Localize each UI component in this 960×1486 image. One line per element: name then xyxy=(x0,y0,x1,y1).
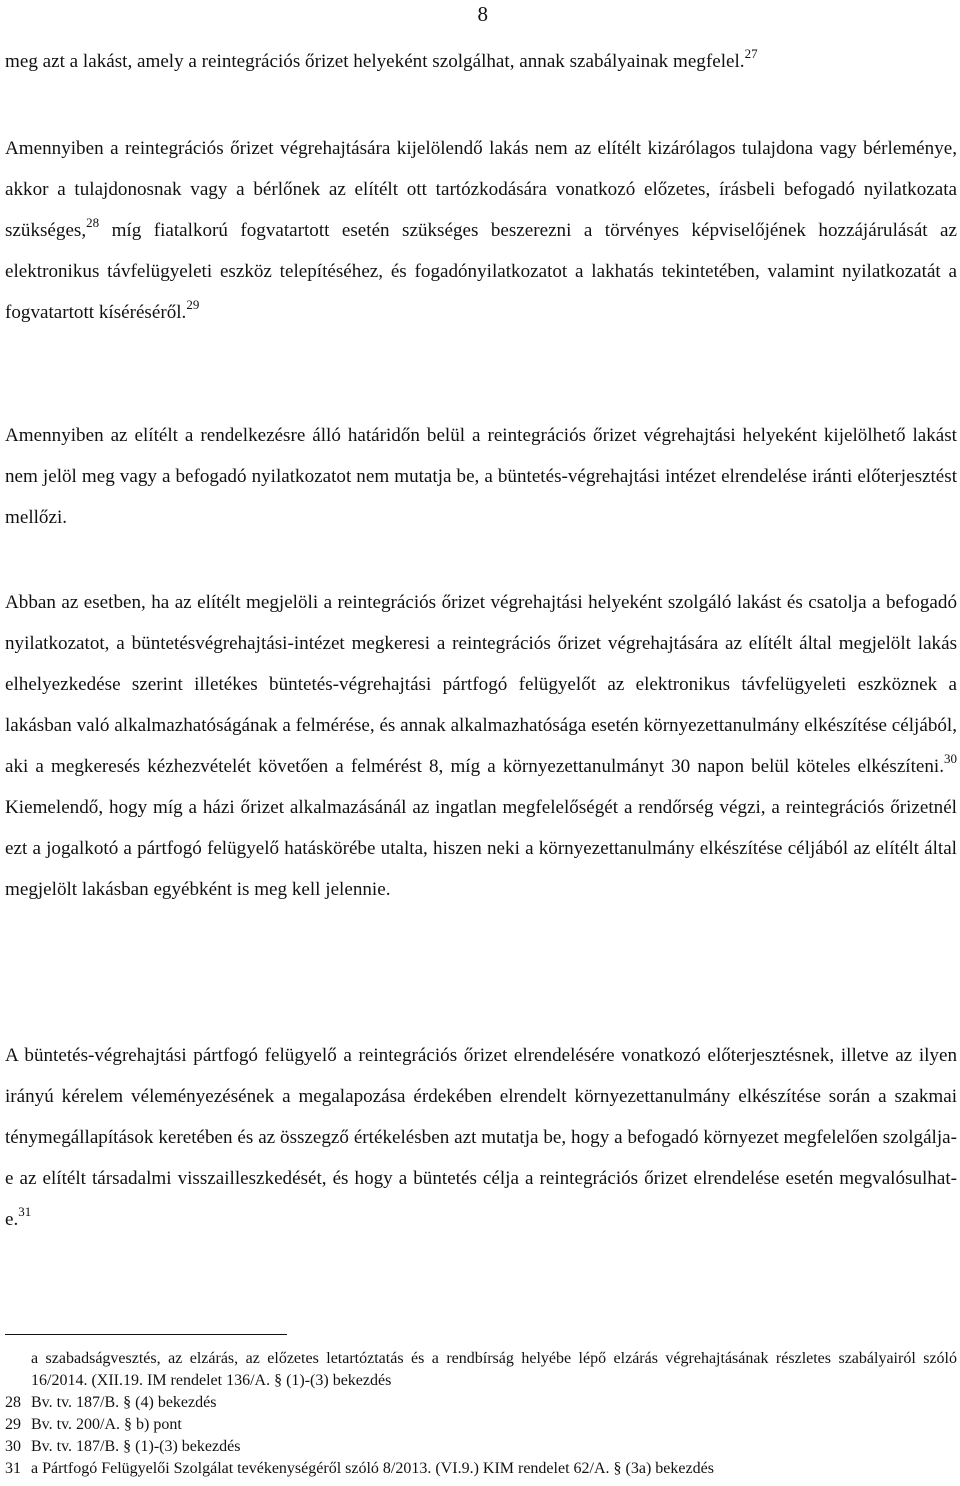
footnotes xyxy=(5,1348,957,1480)
paragraph-2 xyxy=(5,128,957,333)
footnote-30 xyxy=(5,1436,957,1458)
footnote-text: a Pártfogó Felügyelői Szolgálat tevékenységéről szóló 8/2013. (VI.9.) KIM rendelet 62/A. § (3a) bekezdés xyxy=(31,1460,714,1477)
paragraph-text: A büntetés-végrehajtási pártfogó felügyelő a reintegrációs őrizet elrendelésére vonatkozó előterjesztésnek, illetve az ilyen irányú kérelem véleményezésének a megalapozása érdekében elrendelt környezettanulmány elkészítése során a szakmai ténymegállapítások keretében és az összegző értékelésben azt mutatja be, hogy a befogadó környezet megfelelően szolgálja-e az elítélt társadalmi visszailleszkedését, és hogy a büntetés célja a reintegrációs őrizet elrendelése esetén megvalósulhat-e. xyxy=(5,1045,957,1230)
paragraph-text: míg fiatalkorú fogvatartott esetén szükséges beszerezni a törvényes képviselőjének hozzájárulását az elektronikus távfelügyeleti eszköz telepítéséhez, és fogadónyilatkozatot a lakhatás tekintetében, valamint nyilatkozatát a fogvatartott kíséréséről. xyxy=(5,220,957,323)
footnote-text: Bv. tv. 200/A. § b) pont xyxy=(31,1416,182,1433)
footnote-text: Bv. tv. 187/B. § (1)-(3) bekezdés xyxy=(31,1438,241,1455)
footnote-number: 29 xyxy=(5,1416,21,1433)
paragraph-text: meg azt a lakást, amely a reintegrációs őrizet helyeként szolgálhat, annak szabályainak megfelel. xyxy=(5,51,745,72)
footnote-ref[interactable]: 31 xyxy=(18,1204,32,1219)
paragraph-1 xyxy=(5,41,957,82)
paragraph-text: Abban az esetben, ha az elítélt megjelöli a reintegrációs őrizet végrehajtási helyeként szolgáló lakást és csatolja a befogadó nyilatkozatot, a büntetésvégrehajtási-intézet megkeresi a reintegrációs őrizet végrehajtására az elítélt által megjelölt lakás elhelyezkedése szerint illetékes büntetés-végrehajtási pártfogó felügyelőt az elektronikus távfelügyeleti eszköznek a lakásban való alkalmazhatóságának a felmérése, és annak alkalmazhatósága esetén környezettanulmány elkészítése céljából, aki a megkeresés kézhezvételét követően a felmérést 8, míg a környezettanulmányt 30 napon belül köteles elkészíteni. xyxy=(5,592,957,777)
paragraph-text: Amennyiben a reintegrációs őrizet végrehajtására kijelölendő lakás nem az elítélt kizárólagos tulajdona vagy bérleménye, akkor a tulajdonosnak vagy a bérlőnek az elítélt ott tartózkodására vonatkozó előzetes, írásbeli befogadó nyilatkozata szükséges, xyxy=(5,138,957,241)
footnote-ref[interactable]: 27 xyxy=(744,46,758,61)
footnote-separator xyxy=(5,1334,287,1335)
footnote-27 xyxy=(5,1348,957,1392)
paragraph-4 xyxy=(5,582,957,910)
footnote-28 xyxy=(5,1392,957,1414)
footnote-text: a szabadságvesztés, az elzárás, az előzetes letartóztatás és a rendbírság helyébe lépő elzárás végrehajtásának részletes szabályairól szóló 16/2014. (XII.19. IM rendelet 136/A. § (1)-(3) bekezdés xyxy=(31,1350,957,1389)
footnote-31 xyxy=(5,1458,957,1480)
footnote-number: 28 xyxy=(5,1394,21,1411)
footnote-ref[interactable]: 28 xyxy=(86,215,100,230)
paragraph-3 xyxy=(5,415,957,538)
page-number: 8 xyxy=(477,2,488,26)
paragraph-text: Kiemelendő, hogy míg a házi őrizet alkalmazásánál az ingatlan megfelelőségét a rendőrség végzi, a reintegrációs őrizetnél ezt a jogalkotó a pártfogó felügyelő hatáskörébe utalta, hiszen neki a környezettanulmány elkészítése céljából az elítélt által megjelölt lakásban egyébként is meg kell jelennie. xyxy=(5,797,957,900)
footnote-number: 30 xyxy=(5,1438,21,1455)
footnote-text: Bv. tv. 187/B. § (4) bekezdés xyxy=(31,1394,217,1411)
footnote-ref[interactable]: 29 xyxy=(186,297,200,312)
paragraph-text: Amennyiben az elítélt a rendelkezésre álló határidőn belül a reintegrációs őrizet végrehajtási helyeként kijelölhető lakást nem jelöl meg vagy a befogadó nyilatkozatot nem mutatja be, a büntetés-végrehajtási intézet elrendelése iránti előterjesztést mellőzi. xyxy=(5,425,957,528)
footnote-29 xyxy=(5,1414,957,1436)
footnote-number xyxy=(5,1348,31,1370)
paragraph-5 xyxy=(5,1035,957,1240)
footnote-ref[interactable]: 30 xyxy=(944,751,957,766)
footnote-number: 31 xyxy=(5,1460,21,1477)
